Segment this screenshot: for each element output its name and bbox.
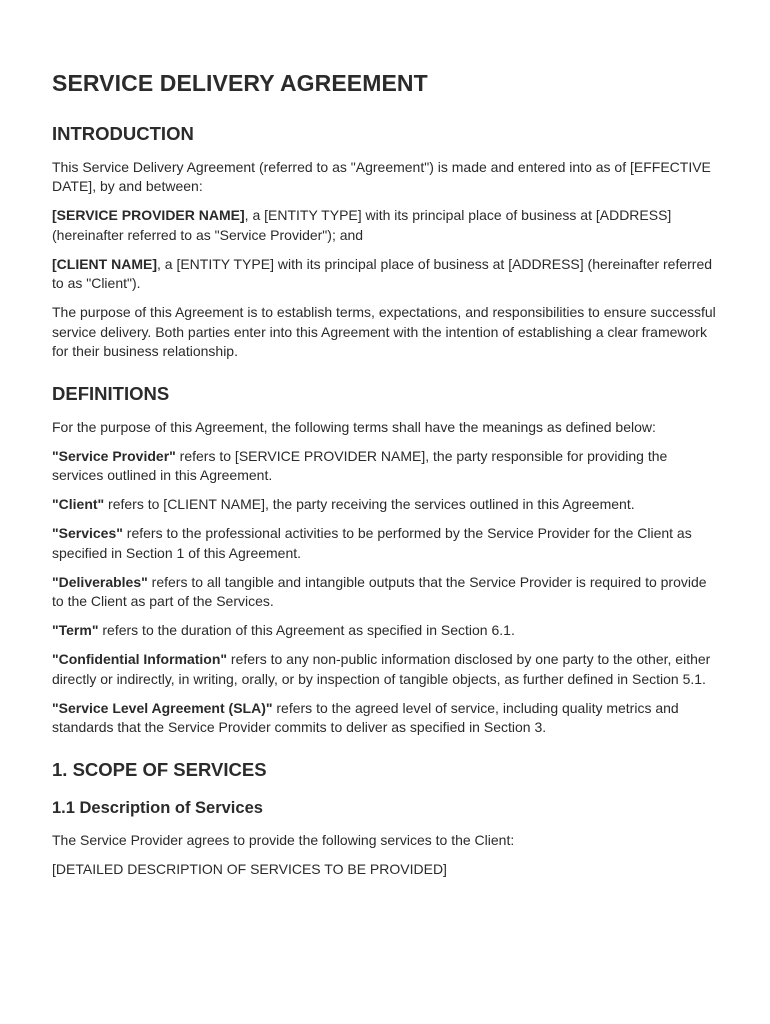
definition-term: "Deliverables"	[52, 573, 148, 590]
provider-name: [SERVICE PROVIDER NAME]	[52, 207, 245, 224]
definition-item	[52, 524, 718, 563]
definition-term: "Services"	[52, 525, 123, 542]
definitions-intro: For the purpose of this Agreement, the following terms shall have the meanings as defined below:	[52, 418, 656, 435]
definition-item	[52, 650, 718, 689]
introduction-heading: INTRODUCTION	[52, 122, 194, 144]
purpose-paragraph: The purpose of this Agreement is to establish terms, expectations, and responsibilities to ensure successful service delivery. Both parties enter into this Agreement with the intention of establishing a clear framework for their business relationship.	[52, 304, 716, 360]
provider-paragraph	[52, 206, 718, 245]
definition-item	[52, 447, 718, 486]
definition-text: refers to the professional activities to be performed by the Service Provider for the Client as specified in Section 1 of this Agreement.	[52, 525, 692, 561]
definition-item	[52, 573, 718, 612]
definition-text: refers to the agreed level of service, including quality metrics and standards that the Service Provider commits to deliver as specified in Section 3.	[52, 699, 679, 736]
definition-item	[52, 621, 718, 641]
document-title: SERVICE DELIVERY AGREEMENT	[52, 70, 428, 96]
definition-term: "Term"	[52, 622, 99, 639]
definition-text: refers to the duration of this Agreement as specified in Section 6.1.	[98, 622, 515, 639]
definition-text: refers to any non-public information disclosed by one party to the other, either directly or indirectly, in writing, orally, or by inspection of tangible objects, as further defined in Section 5.1.	[52, 651, 711, 687]
definition-term: "Confidential Information"	[52, 651, 228, 668]
provider-details: , a [ENTITY TYPE] with its principal place of business at [ADDRESS] (hereinafter referred to as "Service Provider"); and	[52, 207, 672, 243]
definitions-heading: DEFINITIONS	[52, 382, 170, 404]
scope-paragraph: The Service Provider agrees to provide the following services to the Client:	[52, 831, 515, 848]
definition-text: refers to [CLIENT NAME], the party receiving the services outlined in this Agreement.	[104, 496, 635, 513]
client-name: [CLIENT NAME]	[52, 255, 157, 272]
definition-term: "Service Provider"	[52, 447, 176, 464]
definition-item	[52, 699, 718, 738]
services-placeholder: [DETAILED DESCRIPTION OF SERVICES TO BE PROVIDED]	[52, 860, 447, 877]
intro-paragraph: This Service Delivery Agreement (referred to as "Agreement") is made and entered into as of [EFFECTIVE DATE], by and between:	[52, 158, 711, 195]
client-paragraph	[52, 255, 718, 294]
client-details: , a [ENTITY TYPE] with its principal place of business at [ADDRESS] (hereinafter referred to as "Client").	[52, 255, 713, 292]
definition-text: refers to all tangible and intangible outputs that the Service Provider is required to provide to the Client as part of the Services.	[52, 573, 707, 610]
definition-item	[52, 495, 718, 515]
scope-heading: 1. SCOPE OF SERVICES	[52, 758, 267, 780]
definition-term: "Service Level Agreement (SLA)"	[52, 699, 273, 716]
description-subheading: 1.1 Description of Services	[52, 799, 263, 818]
definition-text: refers to [SERVICE PROVIDER NAME], the party responsible for providing the services outlined in this Agreement.	[52, 447, 668, 484]
definition-term: "Client"	[52, 496, 105, 513]
